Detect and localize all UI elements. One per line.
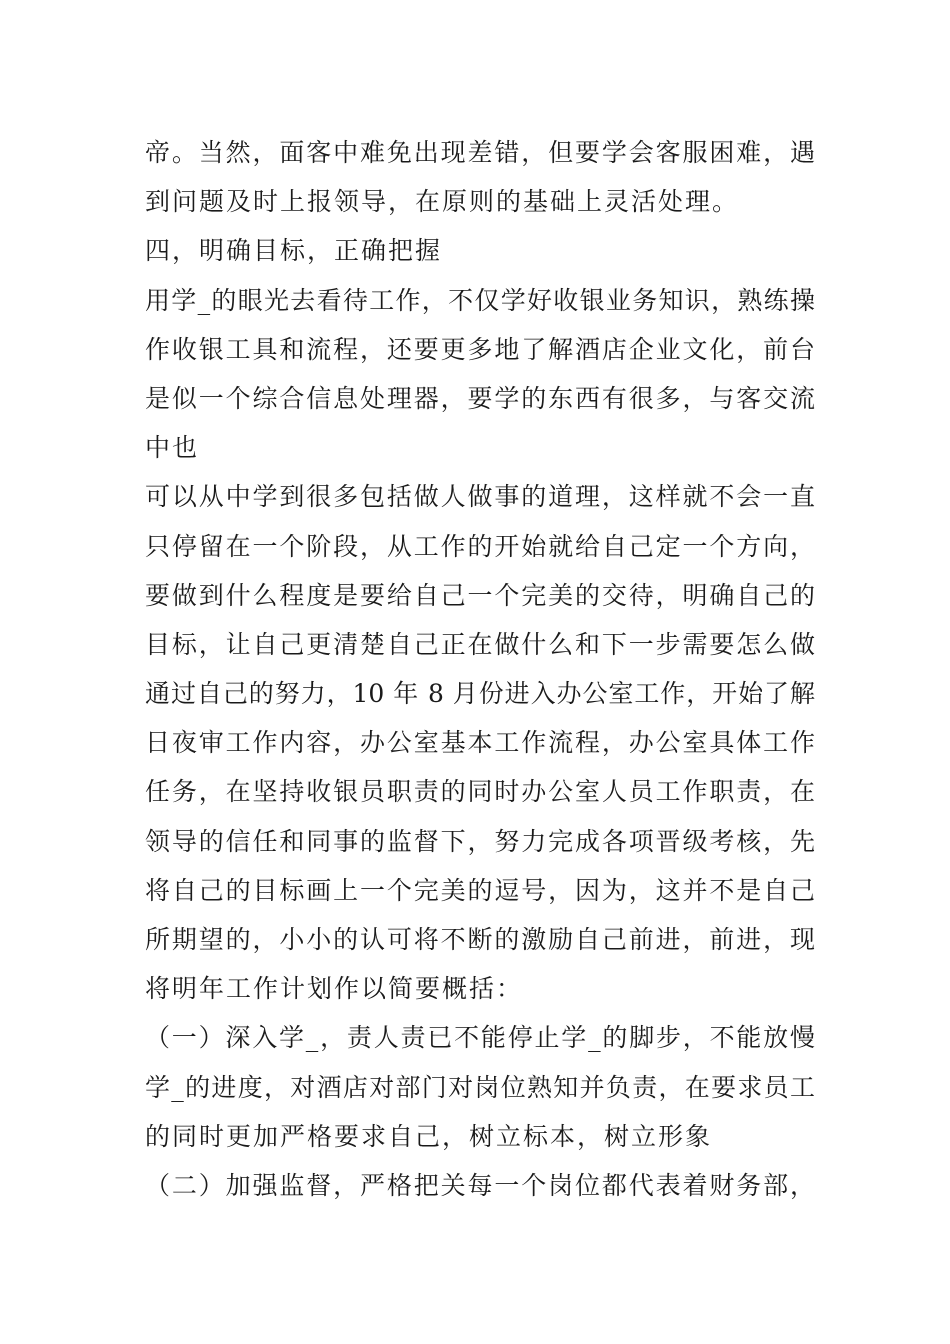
section-heading: 四，明确目标，正确把握	[145, 236, 443, 266]
text-line: 到问题及时上报领导，在原则的基础上灵活处理。	[145, 187, 740, 217]
list-item-text: （一）深入学_，责人责已不能停止学_的脚步，不能放慢	[145, 1023, 815, 1053]
list-item-text: （二）加强监督，严格把关每一个岗位都代表着财务部，	[145, 1170, 815, 1200]
text-line: 所期望的，小小的认可将不断的激励自己前进，前进，现	[145, 925, 815, 954]
text-line: 帝。当然，面客中难免出现差错，但要学会客服困难，遇	[145, 138, 815, 167]
text-line: 目标，让自己更清楚自己正在做什么和下一步需要怎么做	[145, 629, 815, 659]
text-line: 日夜审工作内容，办公室基本工作流程，办公室具体工作	[145, 728, 815, 758]
document-body	[145, 128, 815, 1210]
text-line: 的同时更加严格要求自己，树立标本，树立形象	[145, 1121, 713, 1151]
text-line: 是似一个综合信息处理器，要学的东西有很多，与客交流	[145, 383, 815, 413]
text-line: 学_的进度，对酒店对部门对岗位熟知并负责，在要求员工	[145, 1072, 815, 1102]
text-line: 要做到什么程度是要给自己一个完美的交待，明确自己的	[145, 580, 815, 610]
text-line: 任务，在坚持收银员职责的同时办公室人员工作职责，在	[145, 777, 815, 807]
text-line: 只停留在一个阶段，从工作的开始就给自己定一个方向，	[145, 531, 815, 561]
text-line: 领导的信任和同事的监督下，努力完成各项晋级考核，先	[145, 826, 815, 856]
text-line: 作收银工具和流程，还要更多地了解酒店企业文化，前台	[145, 334, 815, 364]
text-line: 将明年工作计划作以简要概括：	[145, 974, 524, 1004]
text-line: 可以从中学到很多包括做人做事的道理，这样就不会一直	[145, 482, 815, 512]
text-line: 中也	[145, 433, 200, 463]
text-line: 用学_的眼光去看待工作，不仅学好收银业务知识，熟练操	[145, 285, 815, 315]
text-line: 通过自己的努力，10 年 8 月份进入办公室工作，开始了解	[145, 679, 815, 709]
text-line: 将自己的目标画上一个完美的逗号，因为，这并不是自己	[145, 875, 815, 905]
